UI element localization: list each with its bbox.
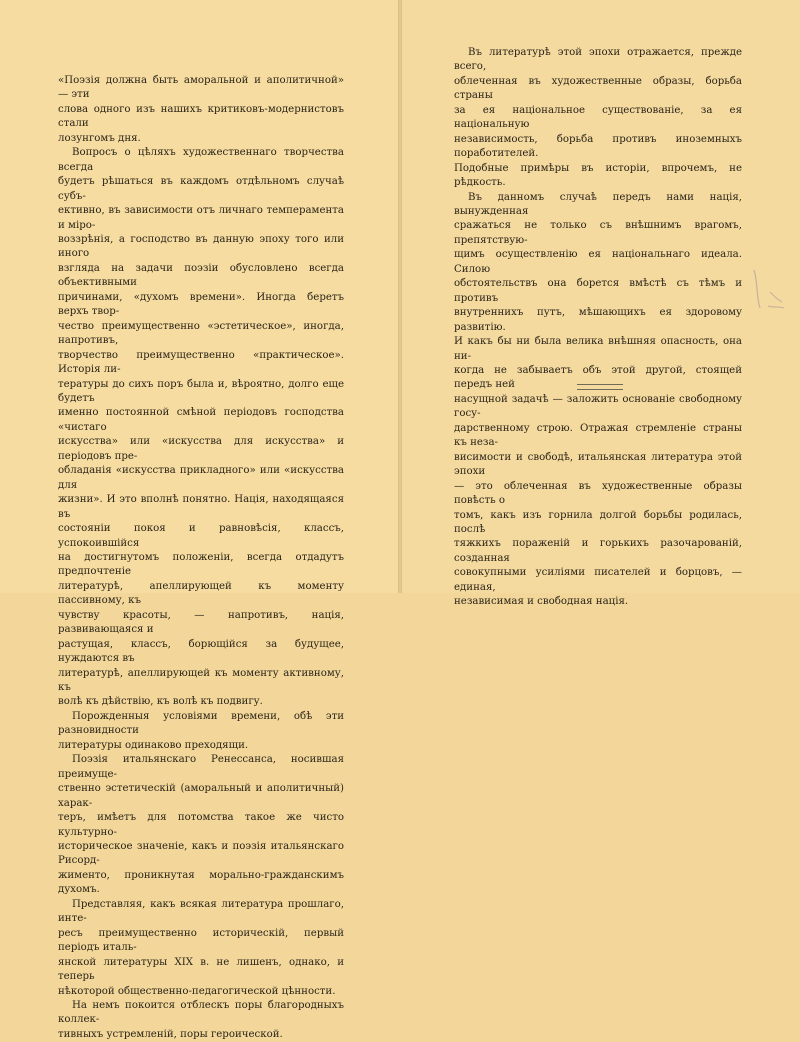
left-page-text [58, 74, 344, 1042]
paragraph: Въ данномъ случаѣ передъ нами нація, вынужденная сражаться не только съ внѣшнимъ врагомъ, препятствую- щимъ осуществленію ея національнаго идеала. Силою обстоятельствъ она борется вмѣстѣ съ тѣмъ и противъ внутреннихъ путъ, мѣшающихъ ея здоровому развитію. И какъ бы ни была велика внѣшняя опасность, она ни- когда не забываетъ объ этой другой, стоящей передъ ней насущной задачѣ — заложить основаніе свободному госу- дарственному строю. Отражая стремленіе страны къ неза- висимости и свободѣ, итальянская литература этой эпохи — это облеченная въ художественные образы повѣсть о томъ, какъ изъ горнила долгой борьбы родилась, послѣ тяжкихъ пораженій и горькихъ разочарованій, созданная совокупными усиліями писателей и борцовъ, — единая, независимая и свободная нація. [454, 191, 742, 608]
right-page-text [454, 46, 742, 610]
paragraph: Поэзія итальянскаго Ренессанса, носившая преимуще- ственно эстетическій (аморальный и аполитичный) харак- теръ, имѣетъ для потомства такое же чисто культурно- историческое значеніе, какъ и поэзія итальянскаго Рисорд- жименто, проникнутая морально-гражданскимъ духомъ. [58, 754, 344, 896]
pencil-mark-icon [748, 262, 788, 322]
paragraph: Въ литературѣ этой эпохи отражается, прежде всего, облеченная въ художественные образы, борьба страны за ея національное существованіе, за ея національную независимость, борьба противъ иноземныхъ поработителей. Подобные примѣры въ исторіи, впрочемъ, не рѣдкость. [454, 47, 742, 189]
paragraph: «Поэзія должна быть аморальной и аполитичной» — эти слова одного изъ нашихъ критиковъ-модернистовъ стали лозунгомъ дня. [58, 75, 344, 144]
paragraph: На немъ покоится отблескъ поры благородныхъ коллек- тивныхъ устремленій, поры героической. [58, 1000, 344, 1040]
paragraph: Вопросъ о цѣляхъ художественнаго творчества всегда будетъ рѣшаться въ каждомъ отдѣльномъ случаѣ субъ- ективно, въ зависимости отъ личнаго темперамента и міро- воззрѣнія, а господство въ данную эпоху того или иного взгляда на задачи поэзіи обусловлено всегда объективными причинами, «духомъ времени». Иногда беретъ верхъ твор- чество преимущественно «эстетическое», иногда, напротивъ, творчество преимущественно «практическое». Исторія ли- тературы до сихъ поръ была и, вѣроятно, долго еще будетъ именно постоянной смѣной періодовъ господства «чистаго искусства» или «искусства для искусства» и періодовъ пре- обладанія «искусства прикладного» или «искусства для жизни». И это вполнѣ понятно. Нація, находящаяся въ состояніи покоя и равновѣсія, классъ, успокоившійся на достигнутомъ положеніи, всегда отдадутъ предпочтеніе литературѣ, апеллирующей къ моменту пассивному, къ чувству красоты, — напротивъ, нація, развивающаяся и растущая, классъ, борющійся за будущее, нуждаются въ литературѣ, апеллирующей къ моменту активному, къ волѣ къ дѣйствію, къ волѣ къ подвигу. [58, 147, 344, 708]
section-end-rule [577, 384, 623, 390]
paragraph: Порожденныя условіями времени, обѣ эти разновидности литературы одинаково преходящи. [58, 710, 344, 751]
paragraph: Представляя, какъ всякая литература прошлаго, инте- ресъ преимущественно историческій, первый періодъ италь- янской литературы XIX в. не лишенъ, однако, и теперь нѣкоторой общественно-педагогической цѣнности. [58, 898, 344, 997]
